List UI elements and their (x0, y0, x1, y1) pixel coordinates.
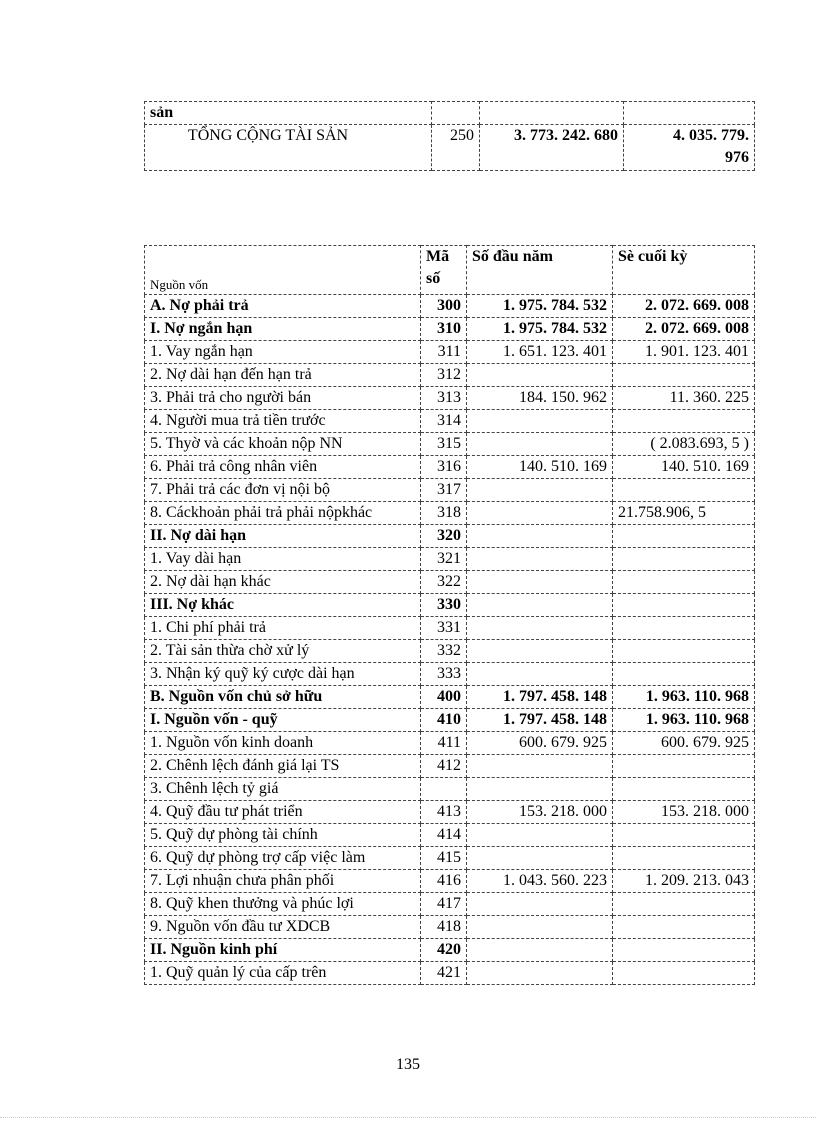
row-label: 1. Nguồn vốn kinh doanh (145, 732, 421, 755)
row-code: 316 (421, 456, 467, 479)
table-row (145, 295, 755, 318)
row-start: 1. 975. 784. 532 (467, 295, 613, 318)
row-label: 2. Chênh lệch đánh giá lại TS (145, 755, 421, 778)
row-code: 421 (421, 962, 467, 985)
row-code: 310 (421, 318, 467, 341)
row-label: II. Nguồn kinh phí (145, 939, 421, 962)
row-end (613, 778, 755, 801)
row-code: 300 (421, 295, 467, 318)
table-row (145, 387, 755, 410)
table-row (145, 364, 755, 387)
row-label: 8. Quỹ khen thưởng và phúc lợi (145, 893, 421, 916)
header-start: Số đầu năm (467, 246, 613, 295)
row-end (613, 479, 755, 502)
row-end (613, 548, 755, 571)
row-start (467, 571, 613, 594)
row-code: 417 (421, 893, 467, 916)
row-end: 2. 072. 669. 008 (613, 318, 755, 341)
row-code: 314 (421, 410, 467, 433)
row-end (613, 525, 755, 548)
header-code (421, 246, 467, 295)
row-label: 1. Quỹ quản lý của cấp trên (145, 962, 421, 985)
row-code: 322 (421, 571, 467, 594)
row-label: 7. Lợi nhuận chưa phân phối (145, 870, 421, 893)
row-end: 1. 963. 110. 968 (613, 686, 755, 709)
row-code: 400 (421, 686, 467, 709)
table-row (145, 102, 755, 125)
table-row (145, 456, 755, 479)
row-label: 1. Vay dài hạn (145, 548, 421, 571)
row-end: 1. 901. 123. 401 (613, 341, 755, 364)
row-label: II. Nợ dài hạn (145, 525, 421, 548)
row-code: 420 (421, 939, 467, 962)
row-start: 140. 510. 169 (467, 456, 613, 479)
row-label: 3. Nhận ký quỹ ký cược dài hạn (145, 663, 421, 686)
row-end: 1. 209. 213. 043 (613, 870, 755, 893)
header-code-line2: số (426, 270, 441, 287)
table-row (145, 755, 755, 778)
row-code: 414 (421, 824, 467, 847)
table-row (145, 663, 755, 686)
row-end: ( 2.083.693, 5 ) (613, 433, 755, 456)
row-start: 184. 150. 962 (467, 387, 613, 410)
row-start (467, 962, 613, 985)
row-end (624, 102, 755, 125)
row-end (613, 571, 755, 594)
row-start (467, 916, 613, 939)
row-start (467, 364, 613, 387)
row-label: 5. Thyờ và các khoản nộp NN (145, 433, 421, 456)
table-row (145, 341, 755, 364)
row-end (613, 410, 755, 433)
row-start: 1. 651. 123. 401 (467, 341, 613, 364)
row-code: 416 (421, 870, 467, 893)
row-end: 21.758.906, 5 (613, 502, 755, 525)
table-header (145, 246, 755, 295)
row-start: 1. 797. 458. 148 (467, 709, 613, 732)
row-label: 6. Phải trả công nhân viên (145, 456, 421, 479)
row-end: 153. 218. 000 (613, 801, 755, 824)
row-start: 1. 975. 784. 532 (467, 318, 613, 341)
row-end (613, 594, 755, 617)
table-row (145, 525, 755, 548)
row-start (467, 433, 613, 456)
row-label: III. Nợ khác (145, 594, 421, 617)
row-label: sản (145, 102, 432, 125)
row-label: 7. Phải trả các đơn vị nội bộ (145, 479, 421, 502)
row-code: 413 (421, 801, 467, 824)
page-divider (0, 1117, 816, 1118)
row-start (467, 548, 613, 571)
row-start (467, 617, 613, 640)
row-label: 1. Chi phí phải trả (145, 617, 421, 640)
row-end: 1. 963. 110. 968 (613, 709, 755, 732)
row-label: I. Nợ ngắn hạn (145, 318, 421, 341)
row-start (467, 640, 613, 663)
total-assets-end-line2: 976 (725, 149, 749, 166)
row-end (613, 847, 755, 870)
row-start (467, 824, 613, 847)
row-start (467, 939, 613, 962)
assets-summary-table (144, 101, 755, 171)
row-end: 11. 360. 225 (613, 387, 755, 410)
table-row (145, 778, 755, 801)
table-row (145, 962, 755, 985)
row-code: 330 (421, 594, 467, 617)
row-code: 411 (421, 732, 467, 755)
total-assets-end-line1: 4. 035. 779. (673, 127, 749, 144)
row-code (432, 102, 480, 125)
row-label: 2. Nợ dài hạn đến hạn trả (145, 364, 421, 387)
table-row (145, 686, 755, 709)
table-row (145, 893, 755, 916)
row-code: 317 (421, 479, 467, 502)
row-start: 1. 043. 560. 223 (467, 870, 613, 893)
row-label: 2. Nợ dài hạn khác (145, 571, 421, 594)
row-label: 8. Cáckhoản phải trả phải nộpkhác (145, 502, 421, 525)
table-row (145, 870, 755, 893)
page-number: 135 (396, 1056, 420, 1073)
row-code: 311 (421, 341, 467, 364)
row-label: B. Nguồn vốn chủ sở hữu (145, 686, 421, 709)
table-row (145, 732, 755, 755)
row-start (467, 778, 613, 801)
row-code (421, 778, 467, 801)
row-code: 415 (421, 847, 467, 870)
table-row (145, 125, 755, 171)
row-start (467, 502, 613, 525)
row-code: 315 (421, 433, 467, 456)
row-start (467, 663, 613, 686)
table-row (145, 801, 755, 824)
row-label: 1. Vay ngắn hạn (145, 341, 421, 364)
row-code: 412 (421, 755, 467, 778)
row-label: 2. Tài sản thừa chờ xử lý (145, 640, 421, 663)
table-row (145, 433, 755, 456)
table-row (145, 571, 755, 594)
table-row (145, 548, 755, 571)
table-row (145, 318, 755, 341)
row-end (613, 640, 755, 663)
row-label: 4. Quỹ đầu tư phát triển (145, 801, 421, 824)
table-row (145, 594, 755, 617)
row-end: 600. 679. 925 (613, 732, 755, 755)
row-code: 312 (421, 364, 467, 387)
total-assets-start: 3. 773. 242. 680 (480, 125, 624, 171)
row-start (467, 410, 613, 433)
row-end (613, 617, 755, 640)
row-code: 318 (421, 502, 467, 525)
row-end (613, 755, 755, 778)
row-label: 9. Nguồn vốn đầu tư XDCB (145, 916, 421, 939)
row-end (613, 663, 755, 686)
total-assets-label: TỔNG CỘNG TÀI SẢN (145, 125, 432, 171)
table-row (145, 640, 755, 663)
row-start (467, 893, 613, 916)
table-row (145, 847, 755, 870)
row-start (467, 847, 613, 870)
total-assets-code: 250 (432, 125, 480, 171)
row-code: 331 (421, 617, 467, 640)
row-label: 3. Phải trả cho người bán (145, 387, 421, 410)
row-start: 1. 797. 458. 148 (467, 686, 613, 709)
row-label: 5. Quỹ dự phòng tài chính (145, 824, 421, 847)
row-end (613, 916, 755, 939)
row-start (467, 755, 613, 778)
row-end: 140. 510. 169 (613, 456, 755, 479)
header-end: Sè cuối kỳ (613, 246, 755, 295)
row-label: 6. Quỹ dự phòng trợ cấp việc làm (145, 847, 421, 870)
row-code: 320 (421, 525, 467, 548)
row-end (613, 893, 755, 916)
row-code: 332 (421, 640, 467, 663)
table-row (145, 824, 755, 847)
row-code: 333 (421, 663, 467, 686)
row-start (480, 102, 624, 125)
row-label: 3. Chênh lệch tỷ giá (145, 778, 421, 801)
row-end (613, 364, 755, 387)
row-end (613, 962, 755, 985)
table-row (145, 709, 755, 732)
table-row (145, 410, 755, 433)
row-end (613, 824, 755, 847)
row-label: A. Nợ phải trả (145, 295, 421, 318)
row-end (613, 939, 755, 962)
table-row (145, 479, 755, 502)
table-row (145, 916, 755, 939)
total-assets-end (624, 125, 755, 171)
table-row (145, 502, 755, 525)
row-start: 600. 679. 925 (467, 732, 613, 755)
header-code-line1: Mã (426, 248, 450, 265)
liabilities-equity-table (144, 245, 755, 985)
row-end: 2. 072. 669. 008 (613, 295, 755, 318)
row-code: 313 (421, 387, 467, 410)
row-start (467, 479, 613, 502)
table-row (145, 617, 755, 640)
row-label: I. Nguồn vốn - quỹ (145, 709, 421, 732)
row-label: 4. Người mua trả tiền trước (145, 410, 421, 433)
header-source: Nguồn vốn (145, 246, 421, 295)
row-code: 418 (421, 916, 467, 939)
row-code: 321 (421, 548, 467, 571)
row-start (467, 525, 613, 548)
row-code: 410 (421, 709, 467, 732)
table-row (145, 939, 755, 962)
row-start: 153. 218. 000 (467, 801, 613, 824)
row-start (467, 594, 613, 617)
